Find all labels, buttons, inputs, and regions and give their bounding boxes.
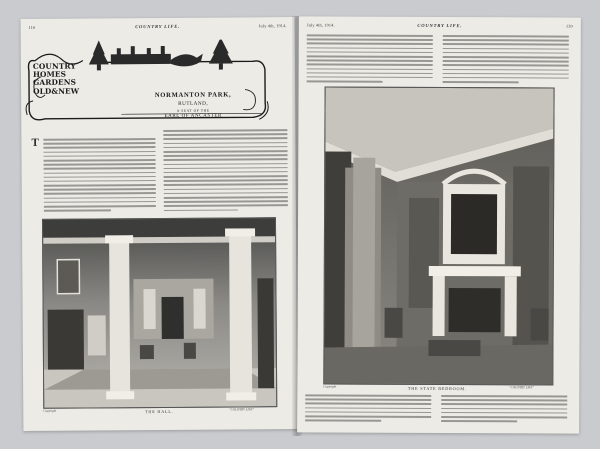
text-line bbox=[163, 137, 287, 139]
text-line bbox=[163, 146, 287, 148]
emblem-line-homes: HOMES bbox=[32, 69, 67, 80]
text-line bbox=[163, 142, 287, 144]
text-line bbox=[44, 192, 156, 194]
text-line bbox=[164, 200, 288, 202]
text-line bbox=[164, 209, 238, 211]
text-line bbox=[164, 184, 288, 186]
right-running-title: COUNTRY LIFE. bbox=[417, 22, 463, 29]
text-line bbox=[443, 48, 569, 50]
left-photo-caption: THE HALL. bbox=[144, 408, 174, 415]
text-line bbox=[307, 64, 433, 66]
text-line bbox=[305, 403, 431, 405]
text-line bbox=[44, 155, 156, 157]
left-running-title: COUNTRY LIFE. bbox=[135, 23, 181, 30]
text-line bbox=[164, 204, 288, 206]
text-line bbox=[443, 69, 569, 71]
text-line bbox=[164, 192, 288, 194]
right-photo-caption: THE STATE BEDROOM. bbox=[407, 385, 467, 392]
left-page-number: 116 bbox=[28, 24, 36, 30]
text-line bbox=[443, 81, 519, 83]
text-line bbox=[307, 43, 433, 45]
text-line bbox=[441, 416, 567, 418]
article-county: RUTLAND, bbox=[178, 100, 209, 107]
text-line bbox=[44, 184, 156, 186]
emblem-lettering bbox=[33, 63, 79, 96]
text-line bbox=[441, 403, 567, 405]
text-line bbox=[43, 142, 155, 144]
right-page bbox=[297, 16, 581, 433]
text-line bbox=[44, 180, 156, 182]
right-photo-credit-right: "COUNTRY LIFE" bbox=[509, 385, 534, 390]
text-line bbox=[441, 412, 567, 414]
text-line bbox=[44, 197, 156, 199]
text-line bbox=[164, 175, 288, 177]
text-line bbox=[164, 179, 288, 181]
text-line bbox=[44, 172, 156, 174]
text-line bbox=[305, 407, 431, 409]
text-line bbox=[44, 210, 111, 212]
text-line bbox=[164, 188, 288, 190]
text-line bbox=[164, 167, 288, 169]
text-line bbox=[443, 43, 569, 45]
left-running-head bbox=[29, 23, 287, 33]
text-line bbox=[443, 52, 569, 54]
text-line bbox=[443, 56, 569, 58]
text-line bbox=[43, 151, 155, 153]
bedroom-photo-image bbox=[324, 88, 553, 385]
text-line bbox=[305, 399, 431, 401]
text-line bbox=[307, 39, 433, 41]
right-date: July 4th, 1914. bbox=[306, 22, 335, 28]
emblem-line-oldnew: OLD&NEW bbox=[33, 86, 80, 96]
text-line bbox=[44, 188, 156, 190]
article-title: NORMANTON PARK, bbox=[154, 91, 232, 100]
right-page-number: 139 bbox=[565, 23, 573, 29]
right-text-bottom-1 bbox=[305, 394, 431, 424]
right-running-head bbox=[307, 22, 573, 31]
right-photo-credit-left: Copyright bbox=[323, 384, 337, 389]
text-line bbox=[307, 34, 433, 36]
article-owner: EARL OF ANCASTER bbox=[164, 113, 222, 119]
text-line bbox=[305, 411, 431, 413]
text-line bbox=[163, 129, 287, 131]
text-line bbox=[44, 163, 156, 165]
text-line bbox=[163, 133, 287, 135]
country-homes-emblem bbox=[21, 39, 272, 121]
text-line bbox=[164, 196, 288, 198]
article-title-block bbox=[133, 91, 253, 119]
left-date: July 4th, 1914. bbox=[258, 23, 287, 29]
text-line bbox=[43, 146, 155, 148]
drop-cap: T bbox=[31, 136, 39, 149]
text-line bbox=[443, 35, 569, 37]
text-line bbox=[307, 51, 433, 53]
text-line bbox=[305, 415, 431, 417]
text-line bbox=[307, 60, 433, 62]
text-line bbox=[44, 201, 156, 203]
text-line bbox=[441, 408, 567, 410]
emblem-line-country: COUNTRY bbox=[32, 61, 76, 71]
article-seat-of: A SEAT OF THE bbox=[176, 108, 210, 113]
text-line bbox=[443, 39, 569, 41]
text-line bbox=[163, 150, 287, 152]
text-line bbox=[305, 420, 381, 422]
text-line bbox=[441, 420, 517, 422]
right-text-bottom-2 bbox=[441, 395, 567, 425]
left-text-column-2 bbox=[163, 129, 288, 214]
right-text-top-1 bbox=[307, 34, 433, 85]
text-line bbox=[441, 395, 567, 397]
text-line bbox=[164, 154, 288, 156]
state-bedroom-photograph bbox=[323, 86, 554, 385]
text-line bbox=[307, 68, 433, 70]
text-line bbox=[307, 80, 383, 82]
left-photo-credit-left: Copyright bbox=[43, 408, 57, 413]
left-photo-credit-right: "COUNTRY LIFE" bbox=[229, 407, 254, 412]
text-line bbox=[44, 159, 156, 161]
text-line bbox=[164, 171, 288, 173]
text-line bbox=[44, 205, 156, 207]
text-line bbox=[44, 167, 156, 169]
text-line bbox=[443, 60, 569, 62]
text-line bbox=[307, 72, 433, 74]
text-line bbox=[443, 77, 569, 79]
text-line bbox=[44, 176, 156, 178]
text-line bbox=[307, 47, 433, 49]
left-page bbox=[21, 17, 298, 431]
text-line bbox=[43, 138, 155, 140]
text-line bbox=[307, 76, 433, 78]
text-line bbox=[307, 55, 433, 57]
text-line bbox=[443, 64, 569, 66]
text-line bbox=[441, 399, 567, 401]
text-line bbox=[443, 73, 569, 75]
text-line bbox=[305, 394, 431, 396]
text-line bbox=[164, 163, 288, 165]
emblem-line-gardens: GARDENS bbox=[32, 77, 77, 88]
right-text-top-2 bbox=[443, 35, 569, 86]
text-line bbox=[164, 158, 288, 160]
left-text-column-1 bbox=[43, 138, 156, 214]
hall-photo-image bbox=[43, 218, 276, 408]
